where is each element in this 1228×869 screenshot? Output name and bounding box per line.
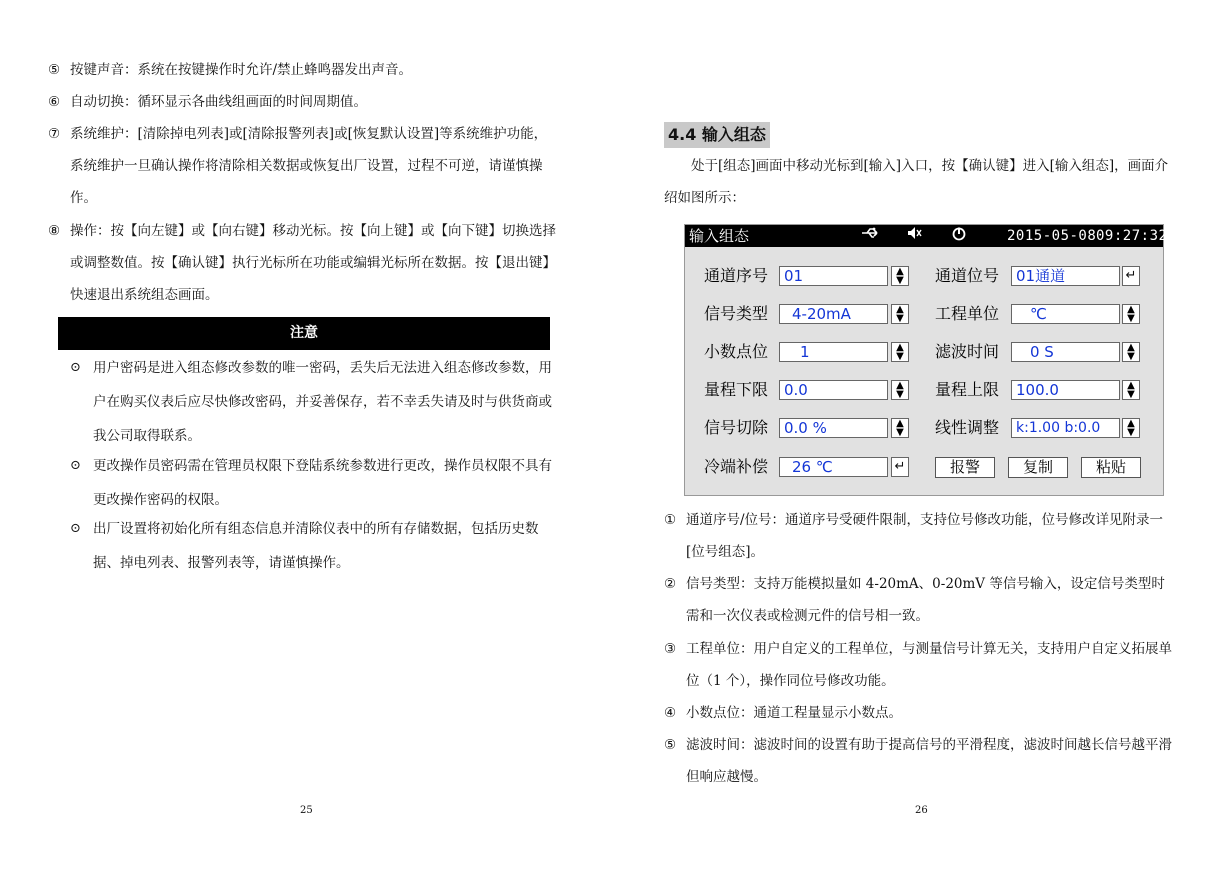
list-item: ③ 工程单位：用户自定义的工程单位，与测量信号计算无关，支持用户自定义拓展单位（1 个），操作同位号修改功能。	[664, 641, 1172, 689]
field-label: 量程上限	[935, 380, 1000, 399]
field-label: 线性调整	[935, 418, 1000, 437]
screen-title: 输入组态	[689, 227, 750, 245]
linear-adjust-field[interactable]: k:1.00 b:0.0	[1011, 418, 1120, 438]
channel-number-field[interactable]: 01	[779, 266, 888, 286]
device-screen	[684, 224, 1168, 496]
bullet-icon: ⊙	[70, 360, 81, 375]
list-item: ④ 小数点位：通道工程量显示小数点。	[664, 705, 902, 721]
intro-paragraph: 处于[组态]画面中移动光标到[输入]入口，按【确认键】进入[输入组态]，画面介绍如图所示：	[664, 158, 1169, 206]
bullet-icon: ⊙	[70, 521, 81, 536]
cold-junction-field[interactable]: 26 ℃	[779, 457, 888, 477]
screen-date: 2015-05-08	[1007, 228, 1097, 244]
field-label: 小数点位	[704, 342, 769, 361]
notice-banner: 注意	[58, 317, 550, 350]
list-item: ① 通道序号/位号：通道序号受硬件限制，支持位号修改功能，位号修改详见附录一[位号组态]。	[664, 512, 1164, 560]
alarm-button[interactable]: 报警	[935, 457, 995, 478]
engineering-unit-field[interactable]: ℃	[1011, 304, 1120, 324]
usb-icon	[861, 226, 881, 247]
range-high-field[interactable]: 100.0	[1011, 380, 1120, 400]
field-label: 通道序号	[704, 266, 769, 285]
signal-cutoff-field[interactable]: 0.0 %	[779, 418, 888, 438]
up-down-spinner-icon[interactable]: ▲ ▼	[1122, 380, 1140, 400]
list-item: ② 信号类型：支持万能模拟量如 4-20mA、0-20mV 等信号输入，设定信号类型时需和一次仪表或检测元件的信号相一致。	[664, 576, 1165, 624]
up-down-spinner-icon[interactable]: ▲ ▼	[891, 266, 909, 286]
enter-icon[interactable]: ↵	[1122, 266, 1140, 286]
notice-item: ⊙ 出厂设置将初始化所有组态信息并清除仪表中的所有存储数据，包括历史数据、掉电列表、报警列表等，请谨慎操作。	[70, 512, 560, 580]
range-low-field[interactable]: 0.0	[779, 380, 888, 400]
speaker-icon	[907, 226, 923, 247]
paste-button[interactable]: 粘贴	[1081, 457, 1141, 478]
up-down-spinner-icon[interactable]: ▲ ▼	[891, 418, 909, 438]
field-label: 冷端补偿	[704, 457, 769, 476]
field-label: 信号类型	[704, 304, 769, 323]
list-item: ⑤ 按键声音：系统在按键操作时允许/禁止蜂鸣器发出声音。	[48, 62, 413, 78]
enter-icon[interactable]: ↵	[891, 457, 909, 477]
page-number: 26	[915, 805, 928, 816]
list-item: ⑤ 滤波时间：滤波时间的设置有助于提高信号的平滑程度，滤波时间越长信号越平滑但响应越慢。	[664, 737, 1172, 785]
field-label: 滤波时间	[935, 342, 1000, 361]
field-label: 量程下限	[704, 380, 769, 399]
copy-button[interactable]: 复制	[1008, 457, 1068, 478]
decimal-places-field[interactable]: 1	[779, 342, 888, 362]
field-label: 通道位号	[935, 266, 1000, 285]
channel-tag-field[interactable]: 01通道	[1011, 266, 1120, 286]
power-icon	[951, 226, 967, 249]
list-item: ⑧ 操作：按【向左键】或【向右键】移动光标。按【向上键】或【向下键】切换选择或调整数值。按【确认键】执行光标所在功能或编辑光标所在数据。按【退出键】快速退出系统组态画面。	[48, 223, 556, 303]
page-number: 25	[300, 805, 313, 816]
list-item: ⑥ 自动切换：循环显示各曲线组画面的时间周期值。	[48, 94, 367, 110]
up-down-spinner-icon[interactable]: ▲ ▼	[1122, 304, 1140, 324]
filter-time-field[interactable]: 0 S	[1011, 342, 1120, 362]
section-heading: 4.4 输入组态	[664, 122, 770, 148]
bullet-icon: ⊙	[70, 458, 81, 473]
screen-time: 09:27:32	[1096, 228, 1168, 244]
field-label: 信号切除	[704, 418, 769, 437]
up-down-spinner-icon[interactable]: ▲ ▼	[1122, 342, 1140, 362]
up-down-spinner-icon[interactable]: ▲ ▼	[891, 342, 909, 362]
field-label: 工程单位	[935, 304, 1000, 323]
notice-item: ⊙ 更改操作员密码需在管理员权限下登陆系统参数进行更改，操作员权限不具有更改操作密码的权限。	[70, 449, 560, 517]
screen-titlebar	[685, 225, 1168, 247]
up-down-spinner-icon[interactable]: ▲ ▼	[1122, 418, 1140, 438]
list-item: ⑦ 系统维护：[清除掉电列表]或[清除报警列表]或[恢复默认设置]等系统维护功能，系统维护一旦确认操作将清除相关数据或恢复出厂设置，过程不可逆，请谨慎操作。	[48, 126, 548, 206]
notice-item: ⊙ 用户密码是进入组态修改参数的唯一密码，丢失后无法进入组态修改参数，用户在购买仪表后应尽快修改密码，并妥善保存，若不幸丢失请及时与供货商或我公司取得联系。	[70, 351, 560, 453]
up-down-spinner-icon[interactable]: ▲ ▼	[891, 380, 909, 400]
up-down-spinner-icon[interactable]: ▲ ▼	[891, 304, 909, 324]
signal-type-field[interactable]: 4-20mA	[779, 304, 888, 324]
